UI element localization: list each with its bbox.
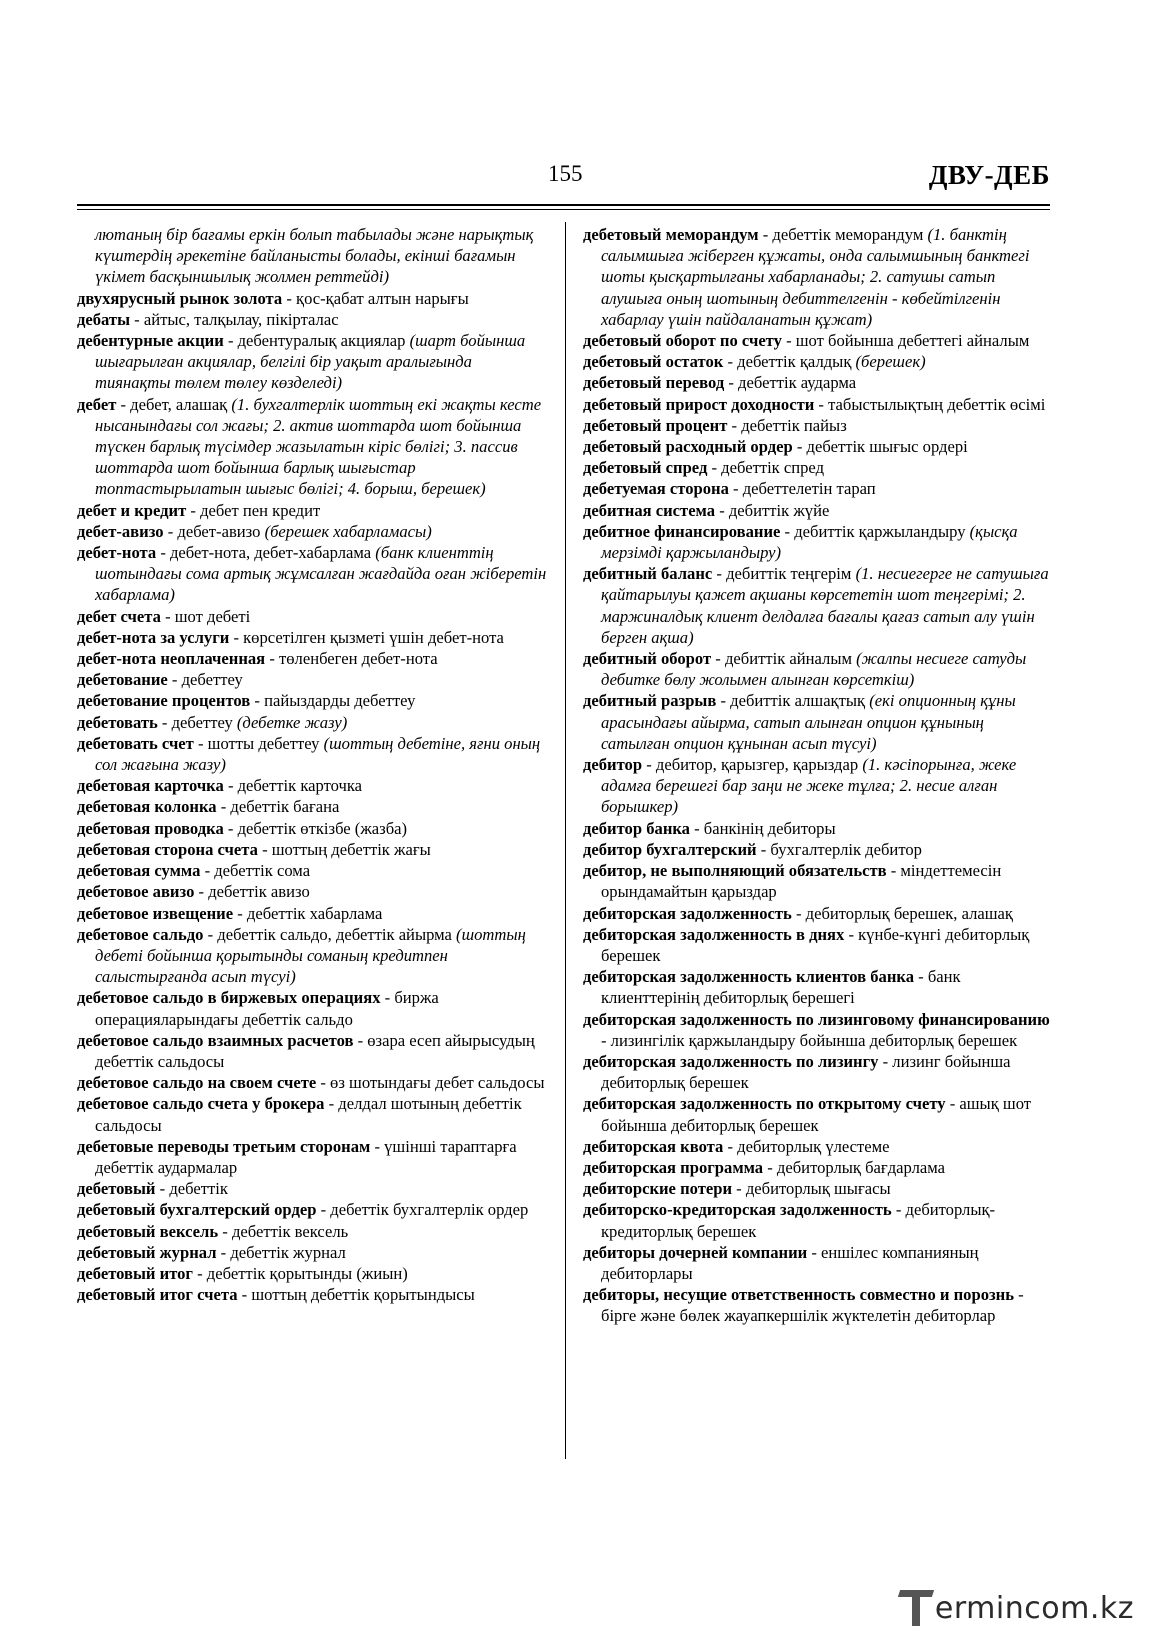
entry-term: дебетовая сумма: [77, 861, 201, 881]
section-title: ДВУ-ДЕБ: [928, 160, 1050, 190]
dictionary-entry: [77, 1072, 547, 1093]
entry-term: дебиторская задолженность в днях: [583, 924, 845, 944]
entry-translation: - дебеттік карточка: [223, 776, 363, 796]
header-rule-thin: [77, 209, 1050, 210]
entry-translation: - шоттың дебеттік жағы: [257, 839, 431, 859]
entry-note: (1. несиегерге не сатушыға қайтарылуы қажет ақшаны көрсететін шот теңгерімі; 2. маржиналдық клиент делдалға бағалы қағаз сатып алу үшін берген ақша): [601, 564, 1049, 647]
dictionary-entry: [583, 224, 1053, 330]
dictionary-entry: [77, 690, 547, 711]
dictionary-entry: [77, 224, 547, 288]
entry-translation: - дебеттік бухгалтерлік ордер: [316, 1200, 529, 1220]
entry-translation: - биржа операцияларындағы дебеттік сальдо: [95, 988, 439, 1029]
dictionary-entry: [583, 754, 1053, 818]
entry-note: (1. бухгалтерлік шоттың екі жақты кесте нысанындағы сол жағы; 2. актив шоттарда шот бойынша түскен барлық түсімдер жазылатын кіріс бөлігі; 3. пассив шоттарда шот бойынша барлық шығыстар топтастырылатын шығыс бөлігі; 4. борыш, берешек): [95, 394, 542, 499]
entry-note: (1. банктің салымшыға жіберген құжаты, онда салымшының банктегі шоты қысқартылғаны хабарланады; 2. сатушы сатып алушыға оның шотының дебиттелгенін - көбейтілгенін хабарлау үшін пайдаланатын құжат): [601, 225, 1030, 329]
entry-translation: - дебеттік спред: [707, 458, 825, 478]
watermark-text: ermincom: [934, 1590, 1090, 1626]
entry-term: дебитный оборот: [583, 649, 712, 669]
entry-term: дебетовый журнал: [77, 1242, 217, 1262]
entry-translation: - дебеттік аударма: [724, 373, 857, 393]
entry-translation: - шоттың дебеттік қорытындысы: [237, 1285, 475, 1305]
entry-note: (қысқа мерзімді қаржыландыру): [601, 521, 1018, 563]
entry-translation: - күнбе-күнгі дебиторлық берешек: [601, 924, 1030, 965]
entry-note: (шоттың дебеті бойынша қорытынды соманың кредитпен салыстырғанда асып түсуі): [95, 924, 526, 987]
entry-term: двухярусный рынок золота: [77, 288, 283, 308]
dictionary-entry: [77, 1221, 547, 1242]
entry-translation: - лизингілік қаржыландыру бойынша дебиторлық берешек: [601, 1030, 1018, 1050]
entry-translation: - көрсетілген қызметі үшін дебет-нота: [229, 627, 504, 647]
dictionary-entry: [583, 1009, 1053, 1051]
entry-term: дебитный разрыв: [583, 691, 717, 711]
entry-term: дебитор: [583, 755, 643, 775]
entry-note: (банк клиенттің шотындағы сома артық жұмсалған жағдайда оған жіберетін хабарлама): [95, 543, 547, 605]
entry-translation: - дебентуралық акциялар: [223, 331, 410, 351]
entry-term: дебетовое сальдо: [77, 924, 204, 944]
entry-term: дебет-авизо: [77, 521, 164, 541]
entry-term: дебетовое авизо: [77, 882, 195, 902]
dictionary-entry: [583, 1199, 1053, 1241]
dictionary-entry: [77, 987, 547, 1029]
dictionary-entry: [583, 457, 1053, 478]
entry-term: дебиторская программа: [583, 1157, 764, 1177]
entry-translation: - дебиторлық берешек, алашақ: [791, 903, 1013, 923]
entry-term: дебетовая сторона счета: [77, 839, 258, 859]
entry-term: дебетовая карточка: [77, 776, 224, 796]
dictionary-entry: [583, 500, 1053, 521]
entry-term: дебитор банка: [583, 818, 690, 838]
entry-translation: - банкінің дебиторы: [689, 818, 836, 838]
entry-term: дебетовый прирост доходности: [583, 394, 815, 414]
entry-note: (шоттың дебетіне, яғни оның сол жағына жазу): [95, 733, 541, 775]
dictionary-entry: [583, 394, 1053, 415]
entry-term: дебетование: [77, 670, 168, 690]
entry-term: дебитор, не выполняющий обязательств: [583, 861, 887, 881]
entry-translation: - дебеттік хабарлама: [233, 903, 383, 923]
entry-translation: - бухгалтерлік дебитор: [756, 839, 922, 859]
entry-term: дебиторы, несущие ответственность совместно и порознь: [583, 1285, 1015, 1305]
dictionary-entry: [77, 1030, 547, 1072]
entry-term: дебиторско-кредиторская задолженность: [583, 1200, 892, 1220]
entry-note: (екі опционның құны арасындағы айырма, сатып алынған опцион құнының сатылған опцион құнынан асып түсуі): [601, 691, 1016, 753]
entry-translation: - дебеттік журнал: [216, 1242, 346, 1262]
entry-note: лютаның бір бағамы еркін болып табылады және нарықтық күштердің әрекетіне байланысты болады, екінші бағамын үкімет басқыншылық жолмен реттейді): [95, 225, 534, 287]
dictionary-entry: [583, 924, 1053, 966]
dictionary-entry: [583, 860, 1053, 902]
entry-translation: - дебеттік авизо: [194, 882, 310, 902]
entry-term: дебетовая проводка: [77, 818, 224, 838]
entry-term: дебетовая колонка: [77, 797, 217, 817]
entry-translation: - дебеттік өткізбе (жазба): [223, 818, 408, 838]
entry-translation: - дебеттік пайыз: [727, 415, 847, 435]
entry-translation: - дебеттеу: [157, 712, 237, 732]
entry-term: дебаты: [77, 309, 131, 329]
dictionary-entry: [77, 288, 547, 309]
entry-term: дебетовое извещение: [77, 903, 234, 923]
dictionary-entry: [77, 1178, 547, 1199]
dictionary-entry: [77, 1199, 547, 1220]
entry-term: дебетуемая сторона: [583, 479, 729, 499]
entry-term: дебетовый: [77, 1179, 156, 1199]
entry-note: (жалпы несиеге сатуды дебитке бөлу жолымен алынған көрсеткіш): [601, 649, 1027, 690]
entry-term: дебиторы дочерней компании: [583, 1242, 808, 1262]
dictionary-entry: [77, 796, 547, 817]
entry-note: (берешек): [855, 352, 926, 372]
entry-term: дебетовые переводы третьим сторонам: [77, 1136, 371, 1156]
dictionary-entry: [77, 881, 547, 902]
entry-translation: - дебет пен кредит: [186, 500, 321, 520]
dictionary-entry: [583, 351, 1053, 372]
dictionary-entry: [583, 1157, 1053, 1178]
entry-term: дебетовый меморандум: [583, 225, 759, 244]
entry-translation: - дебеттік: [155, 1179, 228, 1199]
entry-term: дебиторская задолженность по лизинговому финансированию: [583, 1009, 1050, 1029]
entry-translation: - дебитор, қарызгер, қарыздар: [642, 755, 863, 775]
entry-translation: - дебиторлық үлестеме: [723, 1136, 890, 1156]
dictionary-entry: [583, 818, 1053, 839]
entry-term: дебетовый спред: [583, 458, 708, 478]
entry-translation: - үшінші тараптарға дебеттік аудармалар: [95, 1136, 517, 1177]
entry-translation: - дебиттік айналым: [711, 649, 857, 669]
entry-term: дебетовое сальдо в биржевых операциях: [77, 988, 381, 1008]
page-number: 155: [548, 161, 583, 186]
entry-translation: - дебеттік вексель: [218, 1221, 349, 1241]
entry-translation: - шот бойынша дебеттегі айналым: [781, 331, 1030, 351]
dictionary-entry: [77, 1284, 547, 1305]
entry-term: дебетовый оборот по счету: [583, 331, 782, 351]
entry-term: дебитор бухгалтерский: [583, 839, 757, 859]
entry-translation: - шотты дебеттеу: [193, 733, 324, 753]
entry-translation: - дебеттік қалдық: [723, 352, 856, 372]
entry-term: дебетовый итог: [77, 1263, 193, 1283]
entry-term: дебетование процентов: [77, 691, 251, 711]
entry-translation: - дебет, алашақ: [116, 394, 232, 414]
site-watermark: [899, 1588, 1134, 1628]
entry-translation: - айтыс, талқылау, пікірталас: [130, 309, 339, 329]
dictionary-entry: [77, 733, 547, 775]
dictionary-entry: [77, 839, 547, 860]
column-divider: [565, 222, 566, 1459]
entry-term: дебетовый процент: [583, 415, 728, 435]
entry-term: дебет-нота: [77, 543, 157, 563]
entry-translation: - дебеттік бағана: [216, 797, 340, 817]
termincom-logo-icon: [899, 1588, 933, 1628]
dictionary-entry: [583, 1242, 1053, 1284]
dictionary-entry: [77, 627, 547, 648]
dictionary-entry: [77, 924, 547, 988]
entry-term: дебетовое сальдо взаимных расчетов: [77, 1030, 354, 1050]
entry-term: дебитное финансирование: [583, 521, 781, 541]
entry-translation: - дебет-авизо: [163, 521, 265, 541]
dictionary-entry: [77, 542, 547, 606]
entry-term: дебиторские потери: [583, 1179, 733, 1199]
dictionary-entry: [583, 839, 1053, 860]
entry-term: дебет и кредит: [77, 500, 187, 520]
entry-term: дебетовый бухгалтерский ордер: [77, 1200, 317, 1220]
entry-term: дебетовать: [77, 712, 158, 732]
entry-translation: - өз шотындағы дебет сальдосы: [316, 1073, 545, 1093]
entry-translation: - міндеттемесін орындамайтын қарыздар: [601, 861, 1002, 902]
dictionary-entry: [77, 606, 547, 627]
dictionary-entry: [583, 478, 1053, 499]
entry-term: дебиторская задолженность по открытому счету: [583, 1094, 946, 1114]
entry-term: дебитная система: [583, 500, 716, 520]
dictionary-entry: [77, 1136, 547, 1178]
dictionary-entry: [583, 563, 1053, 648]
entry-translation: - дебиторлық шығасы: [732, 1179, 891, 1199]
dictionary-entry: [77, 775, 547, 796]
entry-translation: - табыстылықтың дебеттік өсімі: [814, 394, 1046, 414]
entry-term: дебетовый перевод: [583, 373, 725, 393]
entry-translation: - дебеттік шығыс ордері: [792, 437, 968, 457]
dictionary-entry: [583, 521, 1053, 563]
entry-note: (шарт бойынша шығарылған акциялар, белгілі бір уақыт аралығында тиянақты төлем төлеу көзделеді): [95, 331, 526, 393]
entry-term: дебиторская задолженность клиентов банка: [583, 967, 914, 987]
entry-term: дебиторская задолженность по лизингу: [583, 1051, 879, 1071]
entry-translation: - дебеттік сома: [200, 861, 311, 881]
entry-translation: - банк клиенттерінің дебиторлық берешегі: [601, 967, 961, 1008]
dictionary-entry: [77, 394, 547, 500]
dictionary-entry: [77, 712, 547, 733]
entry-translation: - лизинг бойынша дебиторлық берешек: [601, 1051, 1011, 1093]
entry-note: (1. кәсіпорынға, жеке адамға берешегі бар заңи не жеке тұлға; 2. несие алған борышкер): [601, 755, 1017, 817]
dictionary-entry: [583, 1136, 1053, 1157]
dictionary-entry: [77, 903, 547, 924]
entry-term: дебиторская квота: [583, 1136, 724, 1156]
entry-term: дебетовый расходный ордер: [583, 437, 793, 457]
entry-translation: - дебиттік жүйе: [715, 500, 830, 520]
entry-term: дебет-нота неоплаченная: [77, 649, 266, 669]
dictionary-entry: [77, 669, 547, 690]
entry-translation: - дебеттелетін тарап: [728, 479, 876, 499]
left-column: [77, 224, 547, 1305]
dictionary-entry: [583, 372, 1053, 393]
entry-translation: - шот дебеті: [160, 606, 251, 626]
dictionary-entry: [77, 648, 547, 669]
entry-translation: - дебеттік меморандум: [758, 225, 928, 244]
entry-translation: - дебиттік алшақтық: [716, 691, 870, 711]
entry-term: дебетовый итог счета: [77, 1285, 238, 1305]
dictionary-entry: [583, 330, 1053, 351]
dictionary-entry: [583, 1093, 1053, 1135]
entry-note: (дебетке жазу): [236, 712, 348, 732]
entry-translation: - пайыздарды дебеттеу: [250, 691, 416, 711]
entry-term: дебет счета: [77, 606, 161, 626]
entry-translation: - делдал шотының дебеттік сальдосы: [95, 1094, 522, 1135]
entry-translation: - дебет-нота, дебет-хабарлама: [156, 543, 376, 563]
entry-translation: - өзара есеп айырысудың дебеттік сальдосы: [95, 1030, 535, 1071]
entry-translation: - төленбеген дебет-нота: [265, 649, 438, 669]
entry-translation: - дебеттеу: [167, 670, 243, 690]
entry-term: дебетовое сальдо на своем счете: [77, 1073, 317, 1093]
dictionary-entry: [77, 330, 547, 394]
right-column: [583, 224, 1053, 1327]
entry-translation: - дебиторлық-кредиторлық берешек: [601, 1200, 996, 1241]
dictionary-entry: [77, 521, 547, 542]
dictionary-entry: [77, 500, 547, 521]
dictionary-entry: [583, 1051, 1053, 1093]
dictionary-entry: [583, 1178, 1053, 1199]
dictionary-entry: [77, 1263, 547, 1284]
entry-translation: - дебиттік қаржыландыру: [780, 521, 970, 541]
dictionary-entry: [583, 415, 1053, 436]
dictionary-entry: [583, 690, 1053, 754]
entry-term: дебет: [77, 394, 117, 414]
dictionary-entry: [583, 903, 1053, 924]
entry-term: дебитный баланс: [583, 564, 713, 584]
entry-term: дебентурные акции: [77, 331, 224, 351]
entry-translation: - дебиторлық бағдарлама: [763, 1157, 946, 1177]
entry-translation: - дебеттік сальдо, дебеттік айырма: [203, 924, 457, 944]
dictionary-entry: [77, 1242, 547, 1263]
entry-term: дебетовое сальдо счета у брокера: [77, 1094, 325, 1114]
entry-term: дебет-нота за услуги: [77, 627, 230, 647]
entry-term: дебетовый вексель: [77, 1221, 219, 1241]
dictionary-entry: [583, 648, 1053, 690]
dictionary-entry: [77, 818, 547, 839]
entry-note: (берешек хабарламасы): [264, 521, 432, 541]
entry-translation: - еншілес компанияның дебиторлары: [601, 1242, 979, 1283]
dictionary-entry: [77, 860, 547, 881]
dictionary-entry: [583, 1284, 1053, 1326]
entry-term: дебетовый остаток: [583, 352, 724, 372]
entry-translation: - қос-қабат алтын нарығы: [282, 288, 469, 308]
entry-translation: - ашық шот бойынша дебиторлық берешек: [601, 1094, 1032, 1135]
entry-translation: - бірге және бөлек жауапкершілік жүктелетін дебиторлар: [601, 1285, 1024, 1326]
entry-term: дебетовать счет: [77, 733, 194, 753]
dictionary-entry: [583, 966, 1053, 1008]
watermark-domain: .kz: [1089, 1590, 1134, 1626]
dictionary-entry: [583, 436, 1053, 457]
dictionary-entry: [77, 309, 547, 330]
entry-term: дебиторская задолженность: [583, 903, 792, 923]
header-rule: [77, 204, 1050, 206]
entry-translation: - дебиттік теңгерім: [712, 564, 856, 584]
entry-translation: - дебеттік қорытынды (жиын): [192, 1263, 408, 1283]
dictionary-entry: [77, 1093, 547, 1135]
